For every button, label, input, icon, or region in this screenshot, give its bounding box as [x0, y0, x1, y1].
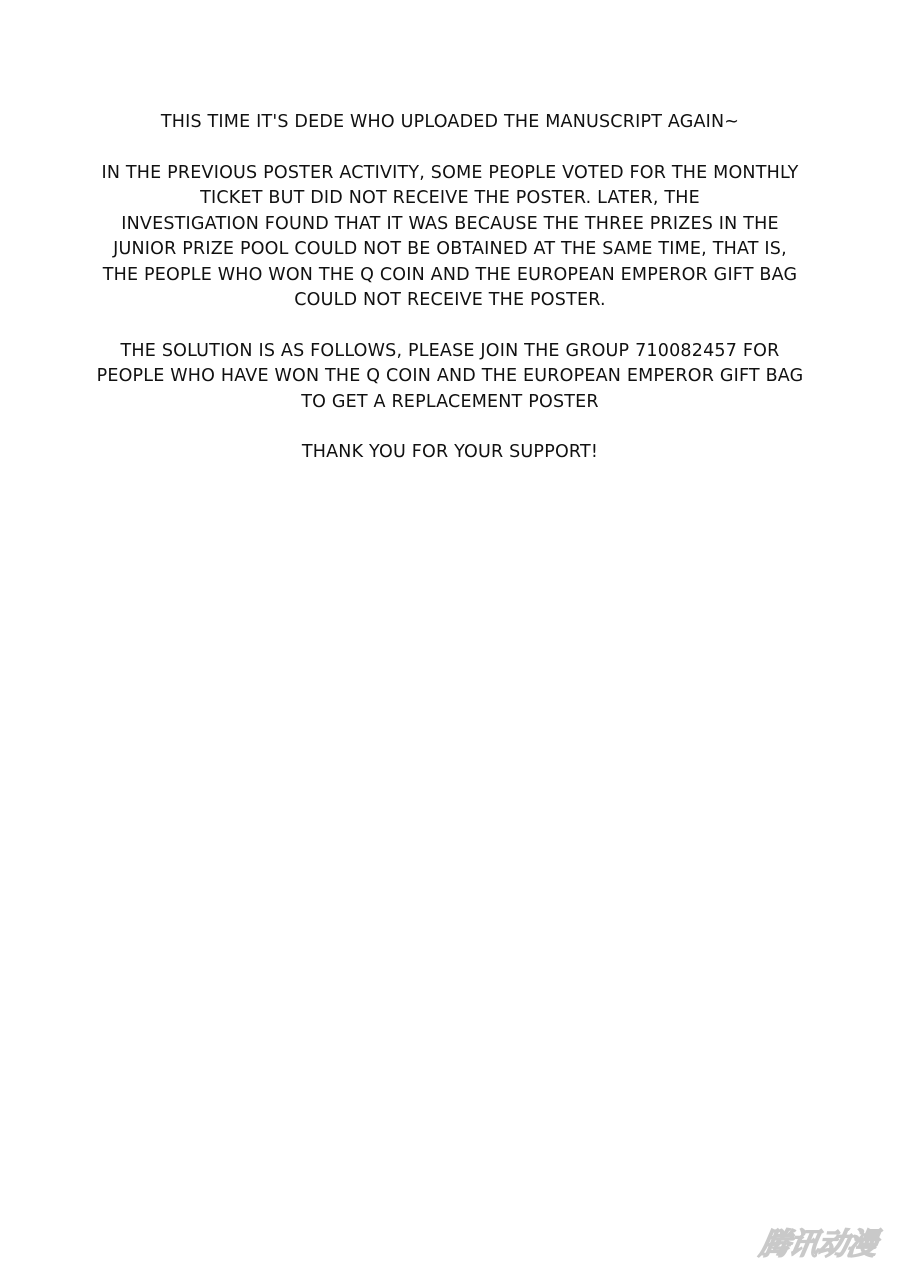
tencent-comics-watermark-logo — [748, 1225, 888, 1265]
notice-paragraph-problem — [60, 161, 840, 314]
notice-line: PEOPLE WHO HAVE WON THE Q COIN AND THE EUROPEAN EMPEROR GIFT BAG — [96, 366, 804, 386]
notice-text — [60, 110, 840, 491]
notice-line: THE SOLUTION IS AS FOLLOWS, PLEASE JOIN THE GROUP 710082457 FOR — [120, 340, 780, 361]
watermark-text: 腾讯动漫 — [757, 1227, 880, 1262]
notice-line: JUNIOR PRIZE POOL COULD NOT BE OBTAINED AT THE SAME TIME, THAT IS, — [113, 239, 787, 259]
notice-paragraph-thanks — [60, 440, 840, 466]
notice-line: THIS TIME IT'S DEDE WHO UPLOADED THE MANUSCRIPT AGAIN~ — [160, 112, 740, 132]
notice-line: TICKET BUT DID NOT RECEIVE THE POSTER. LATER, THE — [200, 188, 700, 208]
notice-line: THE PEOPLE WHO WON THE Q COIN AND THE EUROPEAN EMPEROR GIFT BAG — [102, 264, 798, 285]
notice-line: TO GET A REPLACEMENT POSTER — [301, 391, 599, 412]
notice-line: COULD NOT RECEIVE THE POSTER. — [294, 290, 606, 310]
notice-line: THANK YOU FOR YOUR SUPPORT! — [301, 442, 599, 462]
notice-line: INVESTIGATION FOUND THAT IT WAS BECAUSE THE THREE PRIZES IN THE — [121, 213, 779, 234]
notice-paragraph-solution — [60, 339, 840, 416]
notice-paragraph-intro — [60, 110, 840, 136]
notice-line: IN THE PREVIOUS POSTER ACTIVITY, SOME PEOPLE VOTED FOR THE MONTHLY — [101, 162, 799, 183]
